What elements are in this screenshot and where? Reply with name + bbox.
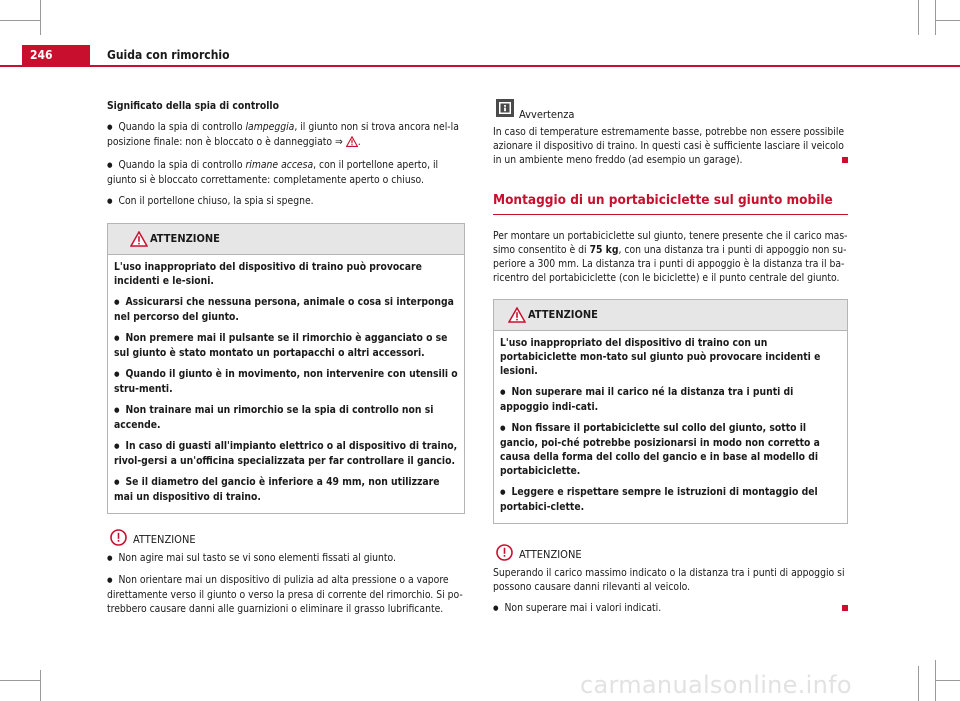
- right-column: [493, 99, 848, 623]
- crop-mark: [40, 0, 41, 35]
- warning-title: ATTENZIONE: [528, 308, 598, 321]
- notice-title: ATTENZIONE: [133, 533, 196, 546]
- warning-intro: L'uso inappropriato del dispositivo di traino può provocare incidenti e le-sioni.: [114, 261, 422, 287]
- list-item: ● Se il diametro del gancio è inferiore a 49 mm, non utilizzare mai un dispositivo di traino.: [114, 475, 458, 504]
- crop-mark: [40, 670, 41, 701]
- warning-box: [107, 223, 465, 514]
- warning-box-header: [108, 224, 464, 255]
- page-title: Guida con rimorchio: [107, 48, 230, 62]
- left-column: [107, 99, 465, 623]
- notice-title: ATTENZIONE: [519, 548, 582, 561]
- header-rule: [0, 65, 960, 67]
- list-item: ● In caso di guasti all'impianto elettrico o al dispositivo di traino, rivol-gersi a un'officina specializzata per far controllare il gancio.: [114, 439, 458, 468]
- section-title: Montaggio di un portabiciclette sul giunto mobile: [493, 191, 848, 215]
- list-item: ● Leggere e rispettare sempre le istruzioni di montaggio del portabici-clette.: [500, 485, 841, 514]
- list-item: ● Non orientare mai un dispositivo di pulizia ad alta pressione o a vapore direttamente verso il giunto o verso la presa di corrente del rimorchio. Si po-trebbero causare danni alle guarnizioni o eliminare il grasso lubrificante.: [107, 573, 465, 616]
- notice-text: Superando il carico massimo indicato o la distanza tra i punti di appoggio si possono causare danni rilevanti al veicolo.: [493, 567, 845, 593]
- watermark: carmanualsonline.info: [580, 671, 852, 699]
- crop-mark: [0, 680, 40, 681]
- list-item: ● Assicurarsi che nessuna persona, animale o cosa si interponga nel percorso del giunto.: [114, 295, 458, 324]
- tip-header: [493, 99, 848, 123]
- exclamation-circle-icon: [110, 529, 127, 550]
- warning-box-header: [494, 300, 847, 331]
- tip-text: In caso di temperature estremamente basse, potrebbe non essere possibile azionare il dispositivo di traino. In questi casi è sufficiente lasciare il veicolo in un ambiente meno freddo (ad esempio un garage).: [493, 125, 848, 167]
- list-item: ● Non agire mai sul tasto se vi sono elementi fissati al giunto.: [107, 551, 465, 566]
- crop-mark: [935, 20, 960, 21]
- crop-mark: [918, 666, 919, 701]
- list-item: ● Quando il giunto è in movimento, non intervenire con utensili o stru-menti.: [114, 367, 458, 396]
- warning-triangle-icon: [130, 231, 148, 251]
- crop-mark: [935, 680, 960, 681]
- list-item: ● Non premere mai il pulsante se il rimorchio è agganciato o se sul giunto è stato montato un portapacchi o altri accessori.: [114, 331, 458, 360]
- notice-header: [107, 527, 465, 549]
- end-marker: [842, 157, 848, 163]
- list-item: ● Non fissare il portabiciclette sul collo del giunto, sotto il gancio, poi-ché potrebbe posizionarsi in modo non corretto a causa della forma del collo del gancio e in base al modello di portabiciclette.: [500, 421, 841, 478]
- list-item: ● Quando la spia di controllo rimane accesa, con il portellone aperto, il giunto si è bloccato correttamente: completamente aperto o chiuso.: [107, 158, 465, 187]
- list-item: ● Quando la spia di controllo lampeggia, il giunto non si trova ancora nel-la posizione finale: non è bloccato o è danneggiato ⇒ .: [107, 120, 465, 151]
- body-paragraph: Per montare un portabiciclette sul giunto, tenere presente che il carico mas-simo consentito è di 75 kg, con una distanza tra i punti di appoggio non su-periore a 300 mm. La distanza tra i punti di appoggio è la distanza tra il ba-ricentro del portabiciclette (con le biciclette) e il punto centrale del giunto.: [493, 230, 848, 284]
- crop-mark: [0, 20, 40, 21]
- warning-title: ATTENZIONE: [150, 232, 220, 245]
- list-item: ● Non trainare mai un rimorchio se la spia di controllo non si accende.: [114, 403, 458, 432]
- tip-title: Avvertenza: [519, 108, 575, 121]
- end-marker: [842, 605, 848, 611]
- exclamation-circle-icon: [496, 544, 513, 565]
- page-number: 246: [22, 45, 90, 65]
- crop-mark: [918, 0, 919, 35]
- warning-triangle-icon: [508, 307, 526, 327]
- list-item: ● Con il portellone chiuso, la spia si spegne.: [107, 194, 465, 209]
- info-note-icon: [496, 99, 514, 121]
- notice-header: [493, 542, 848, 564]
- crop-mark: [935, 0, 936, 35]
- warning-body: [108, 255, 464, 513]
- warning-box: [493, 299, 848, 524]
- section-heading: Significato della spia di controllo: [107, 100, 279, 112]
- warning-body: [494, 331, 847, 523]
- warning-triangle-icon: [346, 136, 358, 151]
- list-item: ● Non superare mai il carico né la distanza tra i punti di appoggio indi-cati.: [500, 385, 841, 414]
- list-item: ● Non superare mai i valori indicati.: [493, 601, 848, 616]
- warning-intro: L'uso inappropriato del dispositivo di traino con un portabiciclette mon-tato sul giunto può provocare incidenti e lesioni.: [500, 337, 821, 377]
